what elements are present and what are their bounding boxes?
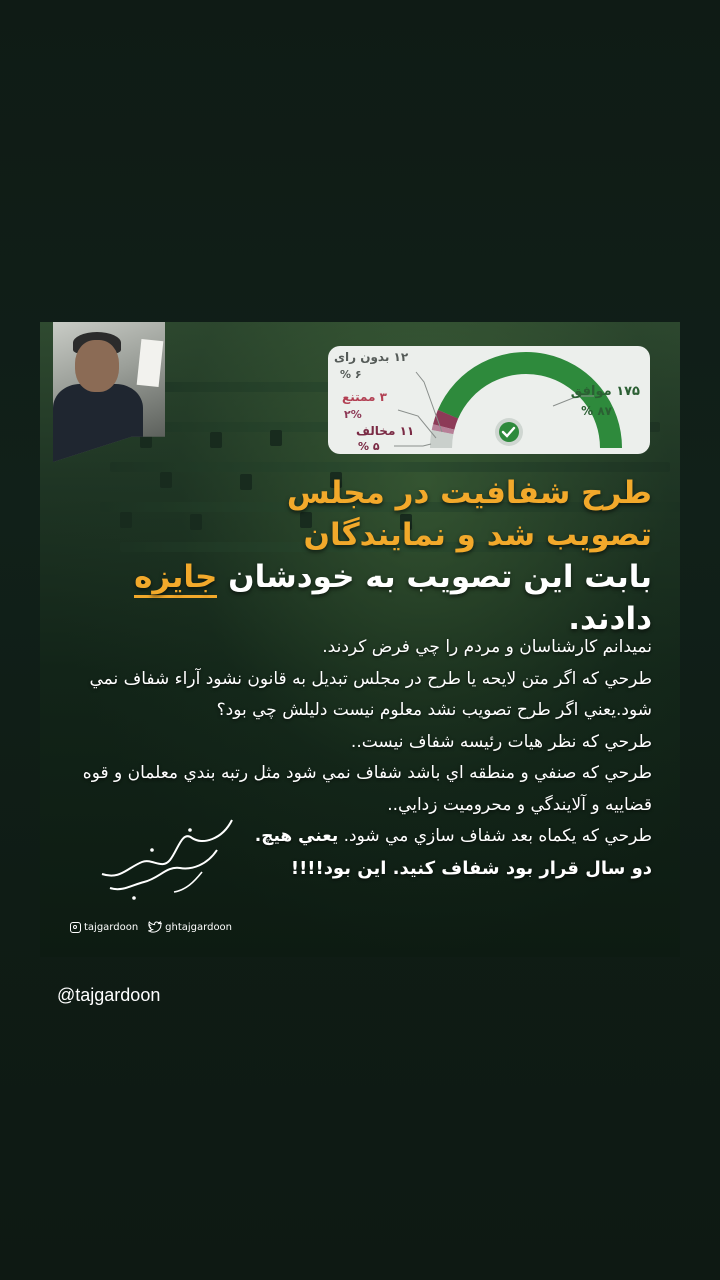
account-handle[interactable]: @tajgardoon xyxy=(57,985,161,1005)
paragraph-4: طرحي که صنفي و منطقه اي باشد شفاف نمي شود مثل رتبه بندي معلمان و قوه قضاييه و آلايندگي و محروميت زدايي.. xyxy=(82,763,652,815)
headline-line-1: طرح شفافیت در مجلس xyxy=(286,475,652,511)
paragraph-3: طرحي که نظر هيات رئيسه شفاف نيست.. xyxy=(350,731,652,752)
refrain-count-label: ۳ ممتنع xyxy=(342,390,387,404)
paragraph-5: طرحي که يکماه بعد شفاف سازي مي شود. يعني هيچ. xyxy=(254,826,652,846)
paragraph-2: طرحي که اگر متن لايحه يا طرح در مجلس تبديل به قانون نشود آراء شفاف نمي شود.يعني اگر طرح تصويب نشد معلوم نيست دليلش چي بود؟ xyxy=(89,668,652,720)
twitter-link[interactable]: ghtajgardoon xyxy=(148,921,232,933)
abstain-percent-label: ۶ % xyxy=(340,368,362,381)
highlighted-word: جایزه xyxy=(134,559,217,598)
abstain-arc xyxy=(441,432,443,448)
headline xyxy=(40,472,652,640)
oppose-arc xyxy=(444,414,448,427)
headline-line-2: تصویب شد و نمایندگان xyxy=(303,517,652,553)
author-signature xyxy=(82,810,252,902)
social-links xyxy=(70,919,232,935)
instagram-icon xyxy=(70,922,81,933)
approve-count-label: ۱۷۵ موافق xyxy=(570,384,640,399)
refrain-percent-label: ۲% xyxy=(344,408,362,421)
approve-percent-label: ۸۷ % xyxy=(581,404,612,418)
refrain-arc xyxy=(443,427,444,432)
abstain-count-label: ۱۲ بدون رای xyxy=(334,350,409,364)
headline-line-3: بابت این تصویب به خودشان جایزه دادند. xyxy=(134,559,652,637)
emphasis-text: يعني هيچ. xyxy=(254,826,339,846)
instagram-link[interactable]: tajgardoon xyxy=(70,922,138,933)
closing-line: دو سال قرار بود شفاف کنيد. اين بود!!!! xyxy=(290,857,652,879)
paragraph-1: نميدانم کارشناسان و مردم را چي فرض کردند. xyxy=(322,637,652,657)
vote-stats-panel xyxy=(328,346,650,454)
post-image xyxy=(40,322,680,957)
twitter-icon xyxy=(148,921,162,933)
oppose-count-label: ۱۱ مخالف xyxy=(356,424,415,438)
oppose-percent-label: ۵ % xyxy=(358,440,380,453)
